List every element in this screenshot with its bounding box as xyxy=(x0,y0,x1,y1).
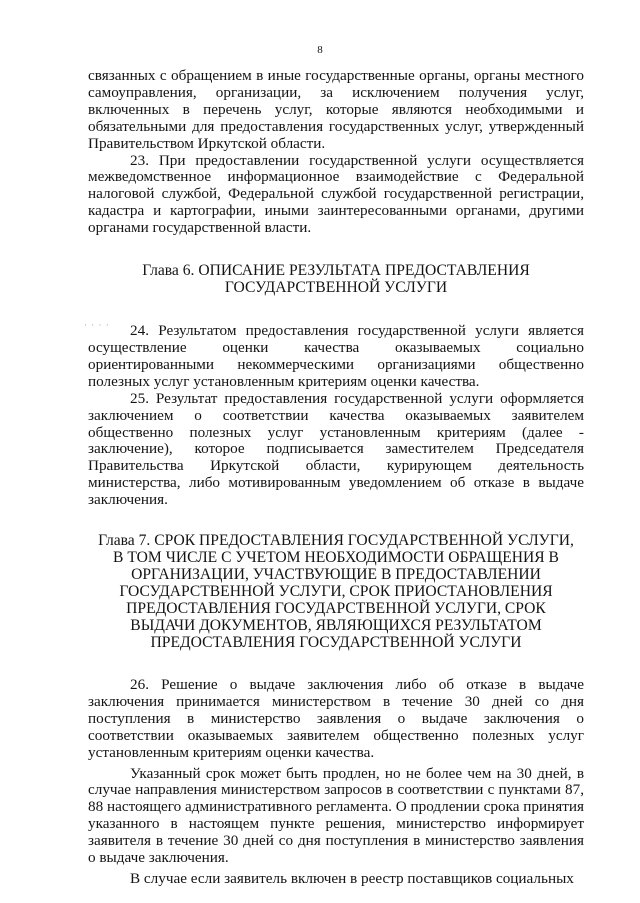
chapter-7-heading-line-3: ОРГАНИЗАЦИИ, УЧАСТВУЮЩИЕ В ПРЕДОСТАВЛЕНИИ xyxy=(131,566,541,584)
chapter-7-heading-line-7: ПРЕДОСТАВЛЕНИЯ ГОСУДАРСТВЕННОЙ УСЛУГИ xyxy=(150,634,522,652)
paragraph-26-registry: В случае если заявитель включен в реестр поставщиков социальных xyxy=(130,870,574,887)
paragraph-23: 23. При предоставлении государственной услуги осуществляется межведомственное информационное взаимодействие с Федеральной налоговой службой, Федеральной службой государственной регистрации, кадастра и картографии, иными заинтересованными органами, другими органами государственной власти. xyxy=(88,151,584,237)
chapter-7-heading xyxy=(88,532,584,651)
chapter-7-heading-line-1: Глава 7. СРОК ПРЕДОСТАВЛЕНИЯ ГОСУДАРСТВЕННОЙ УСЛУГИ, xyxy=(98,532,574,550)
scan-artifact-marks: · · · · xyxy=(84,320,110,330)
chapter-7-heading-line-2: В ТОМ ЧИСЛЕ С УЧЕТОМ НЕОБХОДИМОСТИ ОБРАЩЕНИЯ В xyxy=(113,549,559,567)
chapter-7-heading-line-5: ПРЕДОСТАВЛЕНИЯ ГОСУДАРСТВЕННОЙ УСЛУГИ, СРОК xyxy=(126,600,546,618)
chapter-6-heading-line-1: Глава 6. ОПИСАНИЕ РЕЗУЛЬТАТА ПРЕДОСТАВЛЕНИЯ xyxy=(142,262,530,280)
chapter-7-heading-line-6: ВЫДАЧИ ДОКУМЕНТОВ, ЯВЛЯЮЩИХСЯ РЕЗУЛЬТАТОМ xyxy=(130,617,542,635)
paragraph-25: 25. Результат предоставления государственной услуги оформляется заключением о соответствии качества оказываемых заявителем общественно полезных услуг установленным критериям (далее - заключение), которое подписывается заместителем Председателя Правительства Иркутской области, курирующем деятельность министерства, либо мотивированным уведомлением об отказе в выдаче заключения. xyxy=(88,389,584,509)
chapter-6-heading xyxy=(88,262,584,296)
paragraph-26: 26. Решение о выдаче заключения либо об отказе в выдаче заключения принимается министерством в течение 30 дней со дня поступления в министерство заявления о выдаче заключения о соответствии оказываемых заявителем общественно полезных услуг установленным критериям оценки качества. xyxy=(88,676,584,761)
paragraph-26-extension: Указанный срок может быть продлен, но не более чем на 30 дней, в случае направления министерством запросов в соответствии с пунктами 87, 88 настоящего административного регламента. О продлении срока принятия указанного в настоящем пункте решения, министерство информирует заявителя в течение 30 дней со дня поступления в министерство заявления о выдаче заключения. xyxy=(88,764,584,867)
paragraph-22-continuation: связанных с обращением в иные государственные органы, органы местного самоуправления, организации, за исключением получения услуг, включенных в перечень услуг, которые являются необходимыми и обязательными для предоставления государственных услуг, утвержденный Правительством Иркутской области. xyxy=(88,67,584,152)
paragraph-24: 24. Результатом предоставления государственной услуги является осуществление оценки качества оказываемых социально ориентированными некоммерческими организациями общественно полезных услуг установленным критериям оценки качества. xyxy=(88,322,584,390)
page-number: 8 xyxy=(317,44,323,56)
chapter-6-heading-line-2: ГОСУДАРСТВЕННОЙ УСЛУГИ xyxy=(224,279,448,297)
chapter-7-heading-line-4: ГОСУДАРСТВЕННОЙ УСЛУГИ, СРОК ПРИОСТАНОВЛЕНИЯ xyxy=(119,583,553,601)
page-body xyxy=(88,68,584,888)
